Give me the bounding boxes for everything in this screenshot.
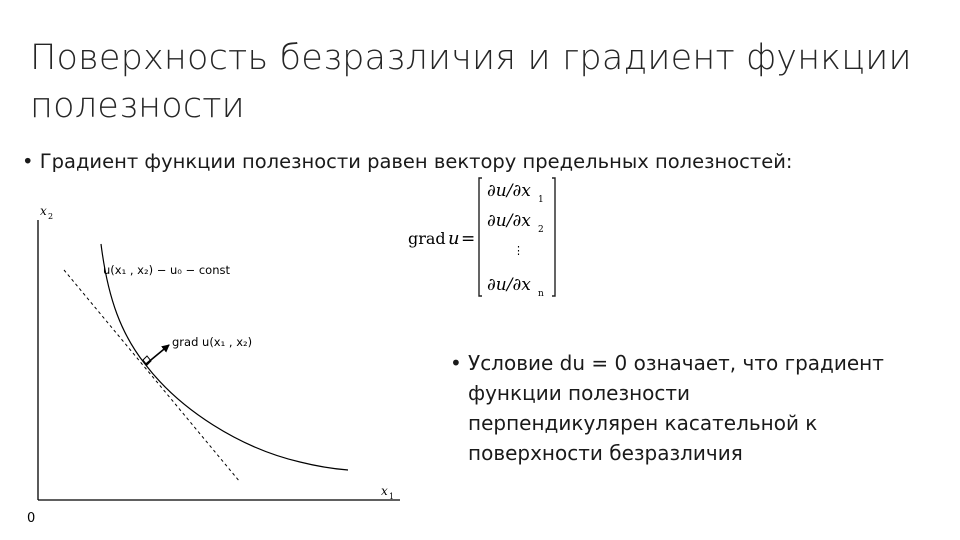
title-line-2: полезности	[30, 86, 245, 126]
gradient-arrow	[146, 345, 169, 364]
formula-grad-text: grad	[408, 229, 446, 248]
curve-label: u(x₁ , x₂) − u₀ − const	[103, 263, 230, 277]
bullet2-line-1: Условие du = 0 означает, что градиент	[468, 351, 884, 375]
bullet2-line-2: функции полезности	[468, 381, 691, 405]
x-axis-label: x	[381, 484, 388, 498]
formula-entry-2: ∂u/∂x	[487, 211, 531, 231]
tangent-line	[64, 270, 240, 482]
indifference-curve	[101, 244, 348, 470]
formula-equals: =	[461, 229, 476, 249]
formula-entry-2-sub: 2	[538, 225, 544, 235]
origin-label: 0	[27, 511, 36, 526]
bullet2-line-4: поверхности безразличия	[468, 441, 743, 465]
gradient-label: grad u(x₁ , x₂)	[172, 335, 253, 349]
x-axis-sub: 1	[389, 492, 395, 501]
formula-entry-dots: ⋮	[513, 244, 524, 257]
formula-u-text: u	[448, 228, 460, 249]
y-axis-sub: 2	[48, 212, 54, 221]
bullet2-line-3: перпендикулярен касательной к	[468, 411, 818, 435]
formula-entry-1-sub: 1	[538, 195, 544, 205]
bullet-dot: •	[22, 150, 34, 173]
title-line-1: Поверхность безразличия и градиент функции	[30, 38, 912, 78]
y-axis-label: x	[40, 204, 47, 218]
formula-entry-n-sub: n	[538, 289, 544, 299]
formula-entry-1: ∂u/∂x	[487, 181, 531, 201]
formula-entry-n: ∂u/∂x	[487, 275, 531, 295]
bullet-dot: •	[450, 351, 462, 375]
bullet-text: Градиент функции полезности равен вектору предельных полезностей:	[39, 150, 793, 173]
